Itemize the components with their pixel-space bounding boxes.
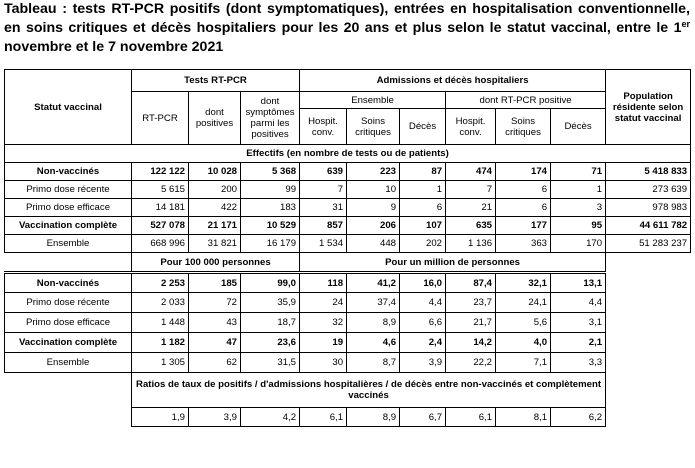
header-rtpcr: RT-PCR	[132, 92, 189, 145]
row-label: Non-vaccinés	[5, 163, 132, 181]
ratio-hospit-conv-positive: 6,1	[446, 408, 496, 427]
cell-dont-positives: 72	[189, 293, 241, 313]
header-tests-rtpcr: Tests RT-PCR	[132, 70, 300, 92]
cell-hospit-conv-positive: 23,7	[446, 293, 496, 313]
cell-rtpcr: 1 182	[132, 333, 189, 353]
row-label: Primo dose efficace	[5, 199, 132, 217]
cell-deces: 6,6	[400, 313, 446, 333]
taux-row-spacer	[606, 313, 691, 333]
cell-rtpcr: 1 448	[132, 313, 189, 333]
ratio-soins-critiques: 8,9	[347, 408, 400, 427]
cell-soins-critiques-positive: 24,1	[496, 293, 551, 313]
cell-hospit-conv: 1 534	[300, 235, 347, 253]
ratios-spacer-right	[606, 408, 691, 427]
cell-deces: 3,9	[400, 353, 446, 373]
section-ratios-row	[5, 373, 691, 408]
cell-soins-critiques: 41,2	[347, 273, 400, 293]
cell-deces-positive: 2,1	[551, 333, 606, 353]
effectifs-row-non-vaccines	[5, 163, 691, 181]
cell-dont-positives: 422	[189, 199, 241, 217]
cell-dont-positives: 21 171	[189, 217, 241, 235]
cell-soins-critiques: 206	[347, 217, 400, 235]
cell-soins-critiques-positive: 363	[496, 235, 551, 253]
cell-dont-symptomes: 31,5	[241, 353, 300, 373]
cell-hospit-conv-positive: 635	[446, 217, 496, 235]
ratio-deces-positive: 6,2	[551, 408, 606, 427]
section-taux-spacer	[5, 253, 132, 273]
table-caption	[4, 0, 690, 57]
cell-soins-critiques-positive: 7,1	[496, 353, 551, 373]
cell-soins-critiques: 10	[347, 181, 400, 199]
cell-deces: 2,4	[400, 333, 446, 353]
effectifs-body	[5, 163, 691, 253]
row-label: Primo dose efficace	[5, 313, 132, 333]
cell-dont-symptomes: 35,9	[241, 293, 300, 313]
cell-hospit-conv: 32	[300, 313, 347, 333]
header-deces-positive: Décès	[551, 109, 606, 145]
cell-population: 44 611 782	[606, 217, 691, 235]
cell-deces: 87	[400, 163, 446, 181]
effectifs-row-primo-dose-efficace	[5, 199, 691, 217]
cell-dont-positives: 185	[189, 273, 241, 293]
cell-hospit-conv: 19	[300, 333, 347, 353]
cell-rtpcr: 122 122	[132, 163, 189, 181]
cell-dont-symptomes: 183	[241, 199, 300, 217]
cell-hospit-conv-positive: 474	[446, 163, 496, 181]
cell-hospit-conv-positive: 1 136	[446, 235, 496, 253]
cell-rtpcr: 1 305	[132, 353, 189, 373]
cell-deces-positive: 71	[551, 163, 606, 181]
effectifs-row-ensemble	[5, 235, 691, 253]
cell-dont-symptomes: 10 529	[241, 217, 300, 235]
cell-hospit-conv-positive: 22,2	[446, 353, 496, 373]
cell-dont-symptomes: 5 368	[241, 163, 300, 181]
cell-deces-positive: 95	[551, 217, 606, 235]
cell-soins-critiques-positive: 174	[496, 163, 551, 181]
effectifs-row-vaccination-complete	[5, 217, 691, 235]
taux-row-spacer	[606, 333, 691, 353]
header-ensemble: Ensemble	[300, 92, 446, 109]
caption-superscript: er	[681, 19, 690, 29]
header-dont-rtpcr-positive: dont RT-PCR positive	[446, 92, 606, 109]
cell-deces: 4,4	[400, 293, 446, 313]
row-label: Ensemble	[5, 235, 132, 253]
cell-dont-symptomes: 23,6	[241, 333, 300, 353]
caption-text: Tableau : tests RT-PCR positifs (dont symptomatiques), entrées en hospitalisation conventionnelle, en soins critiques et décès hospitaliers pour les 20 ans et plus selon le statut vaccinal, entre le 1	[4, 1, 690, 36]
cell-dont-positives: 31 821	[189, 235, 241, 253]
row-label: Primo dose récente	[5, 293, 132, 313]
row-label: Vaccination complète	[5, 217, 132, 235]
ratio-dont-positives: 3,9	[189, 408, 241, 427]
cell-population: 51 283 237	[606, 235, 691, 253]
header-deces: Décès	[400, 109, 446, 145]
section-pour-un-million: Pour un million de personnes	[300, 253, 606, 273]
cell-rtpcr: 2 033	[132, 293, 189, 313]
cell-rtpcr: 668 996	[132, 235, 189, 253]
taux-row-spacer	[606, 293, 691, 313]
cell-rtpcr: 14 181	[132, 199, 189, 217]
section-taux-row	[5, 253, 691, 273]
cell-soins-critiques-positive: 6	[496, 181, 551, 199]
ratios-values-row	[5, 408, 691, 427]
cell-dont-symptomes: 99	[241, 181, 300, 199]
section-ratios-spacer	[5, 373, 132, 408]
ratio-rtpcr: 1,9	[132, 408, 189, 427]
cell-hospit-conv-positive: 7	[446, 181, 496, 199]
cell-population: 978 983	[606, 199, 691, 217]
cell-deces-positive: 3	[551, 199, 606, 217]
header-hospit-conv-positive: Hospit. conv.	[446, 109, 496, 145]
cell-soins-critiques-positive: 177	[496, 217, 551, 235]
ratio-deces: 6,7	[400, 408, 446, 427]
taux-row-ensemble	[5, 353, 691, 373]
cell-hospit-conv-positive: 14,2	[446, 333, 496, 353]
cell-soins-critiques: 223	[347, 163, 400, 181]
cell-hospit-conv-positive: 87,4	[446, 273, 496, 293]
ratio-hospit-conv: 6,1	[300, 408, 347, 427]
row-label: Non-vaccinés	[5, 273, 132, 293]
cell-soins-critiques: 37,4	[347, 293, 400, 313]
row-label: Primo dose récente	[5, 181, 132, 199]
taux-row-vaccination-complete	[5, 333, 691, 353]
cell-soins-critiques: 4,6	[347, 333, 400, 353]
cell-soins-critiques: 9	[347, 199, 400, 217]
cell-soins-critiques-positive: 4,0	[496, 333, 551, 353]
cell-dont-positives: 43	[189, 313, 241, 333]
cell-deces-positive: 3,1	[551, 313, 606, 333]
header-dont-positives: dont positives	[189, 92, 241, 145]
cell-hospit-conv: 30	[300, 353, 347, 373]
section-effectifs-row	[5, 145, 691, 163]
header-population: Population résidente selon statut vaccinal	[606, 70, 691, 145]
cell-hospit-conv: 31	[300, 199, 347, 217]
ratios-spacer	[5, 408, 132, 427]
header-soins-critiques: Soins critiques	[347, 109, 400, 145]
taux-body	[5, 273, 691, 373]
cell-deces: 6	[400, 199, 446, 217]
header-row-1	[5, 70, 691, 92]
cell-hospit-conv: 118	[300, 273, 347, 293]
cell-dont-symptomes: 99,0	[241, 273, 300, 293]
cell-soins-critiques: 8,9	[347, 313, 400, 333]
section-ratios-spacer-right	[606, 373, 691, 408]
taux-row-non-vaccines	[5, 273, 691, 293]
ratio-dont-symptomes: 4,2	[241, 408, 300, 427]
cell-hospit-conv: 7	[300, 181, 347, 199]
cell-deces: 16,0	[400, 273, 446, 293]
cell-deces-positive: 170	[551, 235, 606, 253]
header-admissions-deces: Admissions et décès hospitaliers	[300, 70, 606, 92]
cell-soins-critiques-positive: 6	[496, 199, 551, 217]
cell-dont-positives: 47	[189, 333, 241, 353]
cell-hospit-conv: 639	[300, 163, 347, 181]
cell-hospit-conv-positive: 21,7	[446, 313, 496, 333]
header-dont-symptomes: dont symptômes parmi les positives	[241, 92, 300, 145]
taux-row-spacer	[606, 353, 691, 373]
cell-rtpcr: 5 615	[132, 181, 189, 199]
ratio-soins-critiques-positive: 8,1	[496, 408, 551, 427]
cell-deces-positive: 13,1	[551, 273, 606, 293]
cell-dont-symptomes: 16 179	[241, 235, 300, 253]
cell-dont-symptomes: 18,7	[241, 313, 300, 333]
row-label: Vaccination complète	[5, 333, 132, 353]
section-pour-100000: Pour 100 000 personnes	[132, 253, 300, 273]
section-ratios-title: Ratios de taux de positifs / d'admissions hospitalières / de décès entre non-vaccinés et complètement vaccinés	[132, 373, 606, 408]
cell-deces-positive: 1	[551, 181, 606, 199]
cell-hospit-conv: 857	[300, 217, 347, 235]
cell-hospit-conv: 24	[300, 293, 347, 313]
cell-deces: 1	[400, 181, 446, 199]
cell-soins-critiques: 448	[347, 235, 400, 253]
cell-hospit-conv-positive: 21	[446, 199, 496, 217]
header-statut-vaccinal: Statut vaccinal	[5, 70, 132, 145]
header-hospit-conv: Hospit. conv.	[300, 109, 347, 145]
cell-dont-positives: 62	[189, 353, 241, 373]
taux-row-spacer	[606, 273, 691, 293]
vaccination-status-table	[4, 69, 691, 427]
taux-row-primo-dose-recente	[5, 293, 691, 313]
section-taux-spacer-right	[606, 253, 691, 273]
taux-row-primo-dose-efficace	[5, 313, 691, 333]
cell-deces: 107	[400, 217, 446, 235]
caption-text-end: novembre et le 7 novembre 2021	[4, 39, 224, 55]
cell-rtpcr: 527 078	[132, 217, 189, 235]
cell-dont-positives: 200	[189, 181, 241, 199]
section-effectifs-title: Effectifs (en nombre de tests ou de patients)	[5, 145, 691, 163]
cell-deces-positive: 4,4	[551, 293, 606, 313]
cell-soins-critiques-positive: 5,6	[496, 313, 551, 333]
cell-rtpcr: 2 253	[132, 273, 189, 293]
cell-soins-critiques: 8,7	[347, 353, 400, 373]
row-label: Ensemble	[5, 353, 132, 373]
cell-deces: 202	[400, 235, 446, 253]
cell-deces-positive: 3,3	[551, 353, 606, 373]
cell-population: 273 639	[606, 181, 691, 199]
cell-dont-positives: 10 028	[189, 163, 241, 181]
header-soins-critiques-positive: Soins critiques	[496, 109, 551, 145]
effectifs-row-primo-dose-recente	[5, 181, 691, 199]
cell-population: 5 418 833	[606, 163, 691, 181]
cell-soins-critiques-positive: 32,1	[496, 273, 551, 293]
